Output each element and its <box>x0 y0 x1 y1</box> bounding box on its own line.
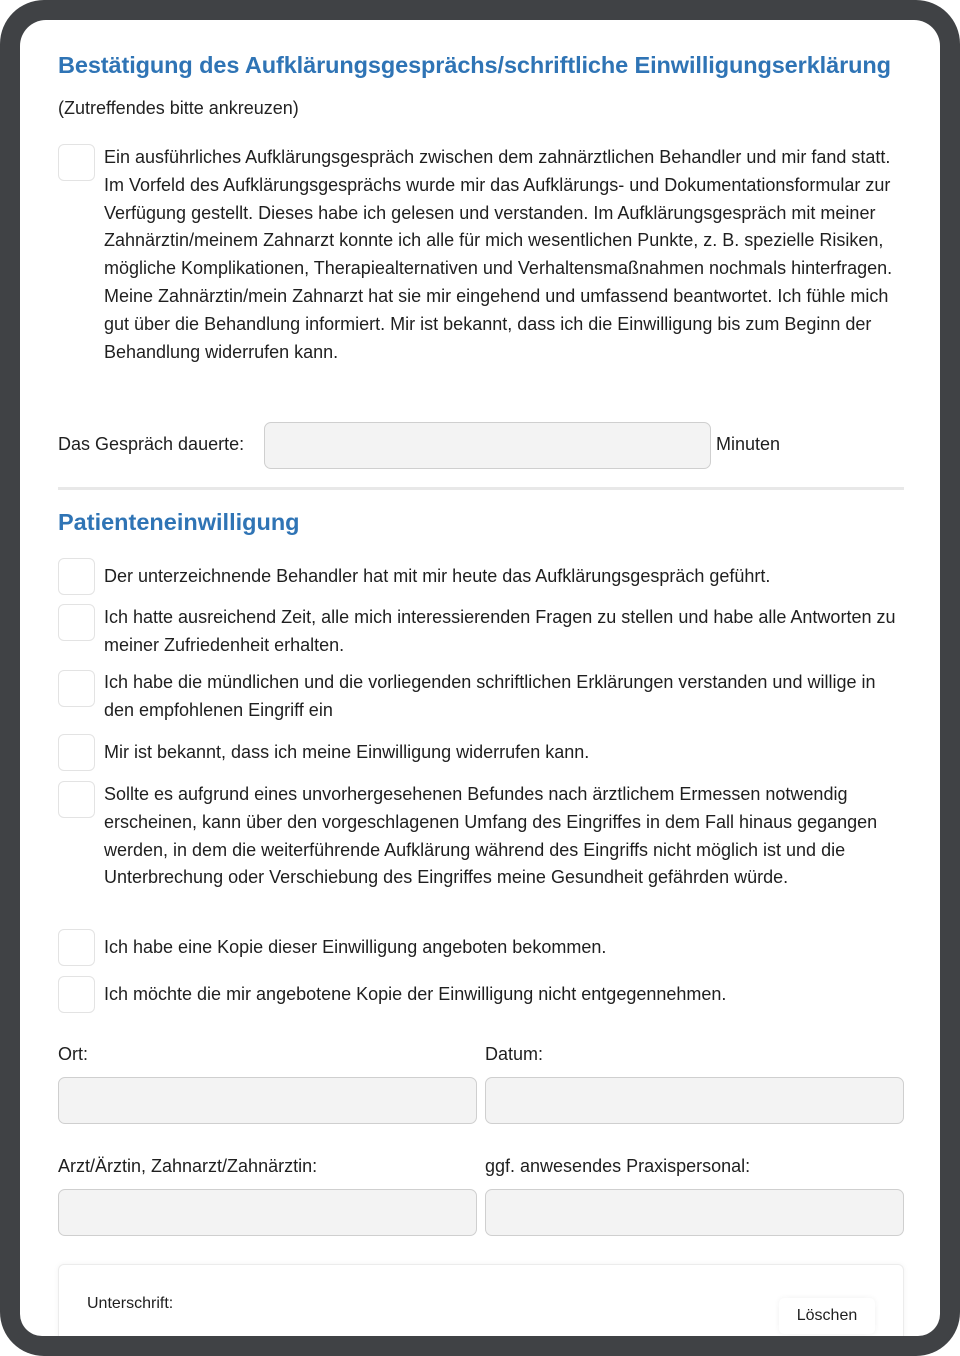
consent-item-label: Ich hatte ausreichend Zeit, alle mich interessierenden Fragen zu stellen und habe alle Antworten zu meiner Zufriedenheit erhalten. <box>104 607 896 655</box>
consent-checkbox[interactable] <box>58 604 95 641</box>
consent-item-label: Sollte es aufgrund eines unvorhergesehenen Befundes nach ärztlichem Ermessen notwendig erscheinen, kann über den vorgeschlagenen Umfang des Eingriffes in dem Fall hinaus gegangen werden, in dem die weiterführende Aufklärung während des Eingriffs nicht möglich ist und die Unterbrechung oder Verschiebung des Eingriffes meine Gesundheit gefährden würde. <box>104 784 878 888</box>
place-label: Ort: <box>58 1044 88 1064</box>
consent-checkbox[interactable] <box>58 781 95 818</box>
doctor-input[interactable] <box>58 1189 477 1236</box>
instruction-hint: (Zutreffendes bitte ankreuzen) <box>58 98 299 118</box>
consent-item-label: Ich habe die mündlichen und die vorliegenden schriftlichen Erklärungen verstanden und willige in den empfohlenen Eingriff ein <box>104 672 876 720</box>
place-input[interactable] <box>58 1077 477 1124</box>
section-title-confirmation: Bestätigung des Aufklärungsgesprächs/schriftliche Einwilligungserklärung <box>58 52 891 78</box>
consent-item-label: Ich habe eine Kopie dieser Einwilligung angeboten bekommen. <box>104 937 607 957</box>
signature-label: Unterschrift: <box>87 1295 174 1312</box>
statement-checkbox[interactable] <box>58 144 95 181</box>
consent-item-label: Ich möchte die mir angebotene Kopie der Einwilligung nicht entgegennehmen. <box>104 984 727 1004</box>
staff-label: ggf. anwesendes Praxispersonal: <box>485 1156 751 1176</box>
duration-unit: Minuten <box>716 434 781 454</box>
consent-checkbox[interactable] <box>58 734 95 771</box>
staff-input[interactable] <box>485 1189 904 1236</box>
signature-pad[interactable] <box>58 1264 904 1336</box>
statement-text: Ein ausführliches Aufklärungsgespräch zwischen dem zahnärztlichen Behandler und mir fand statt. Im Vorfeld des Aufklärungsgesprächs wurde mir das Aufklärungs- und Dokumentationsformular zur Verfügung gestellt. Dieses habe ich gelesen und verstanden. Im Aufklärungsgespräch mit meiner Zahnärztin/meinem Zahnarzt konnte ich alle für mich wesentlichen Punkte, z. B. spezielle Risiken, mögliche Komplikationen, Therapiealternativen und Verhaltensmaßnahmen nochmals hinterfragen. Meine Zahnärztin/mein Zahnarzt hat sie mir eingehend und umfassend beantwortet. Ich fühle mich gut über die Behandlung informiert. Mir ist bekannt, dass ich die Einwilligung bis zum Beginn der Behandlung widerrufen kann. <box>104 147 893 362</box>
duration-label: Das Gespräch dauerte: <box>58 434 245 454</box>
consent-item-label: Mir ist bekannt, dass ich meine Einwilligung widerrufen kann. <box>104 742 590 762</box>
section-divider <box>58 487 904 490</box>
consent-item-label: Der unterzeichnende Behandler hat mit mir heute das Aufklärungsgespräch geführt. <box>104 566 771 586</box>
clear-signature-button[interactable]: Löschen <box>779 1298 875 1334</box>
consent-checkbox[interactable] <box>58 976 95 1013</box>
consent-checkbox[interactable] <box>58 558 95 595</box>
doctor-label: Arzt/Ärztin, Zahnarzt/Zahnärztin: <box>58 1156 318 1176</box>
form-screen <box>20 20 940 1336</box>
section-title-consent: Patienteneinwilligung <box>58 509 300 535</box>
date-input[interactable] <box>485 1077 904 1124</box>
date-label: Datum: <box>485 1044 544 1064</box>
consent-checkbox[interactable] <box>58 929 95 966</box>
consent-checkbox[interactable] <box>58 670 95 707</box>
duration-input[interactable] <box>264 422 711 469</box>
